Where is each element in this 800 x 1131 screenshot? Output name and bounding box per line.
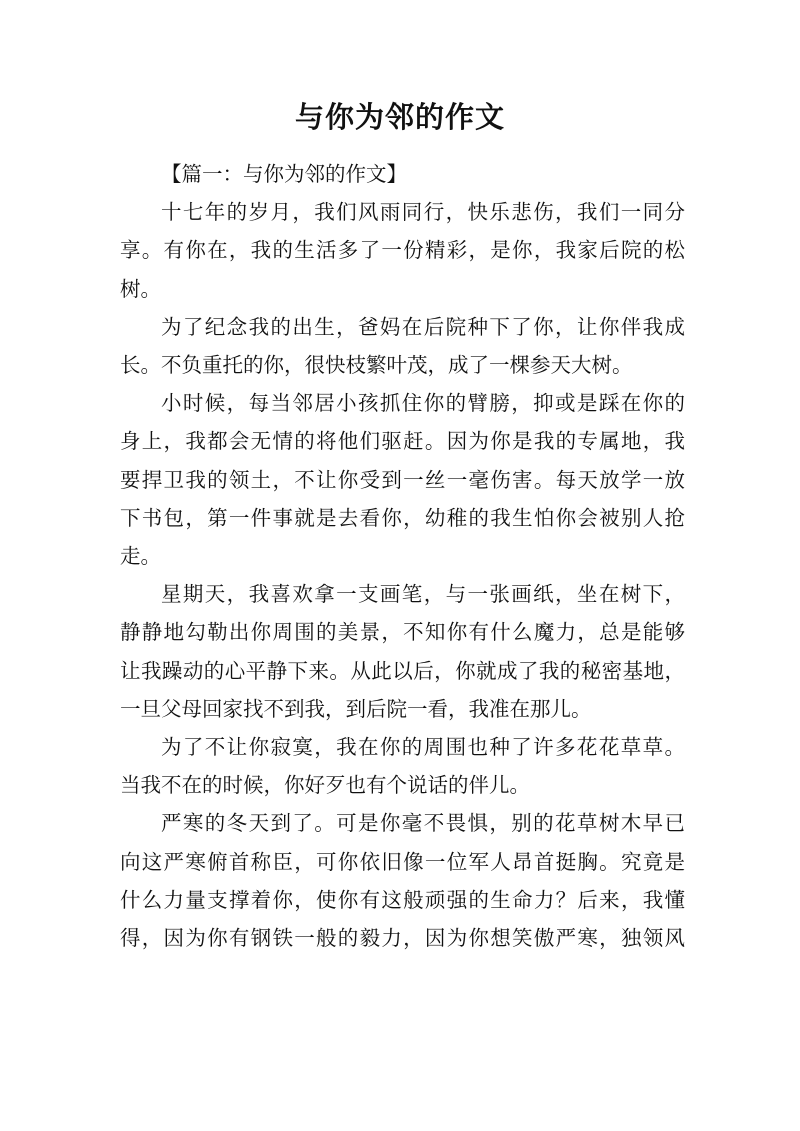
paragraph xyxy=(120,308,685,384)
paragraph xyxy=(120,575,685,728)
text-line: 静静地勾勒出你周围的美景，不知你有什么魔力，总是能够 xyxy=(120,620,685,645)
text-line: 小时候，每当邻居小孩抓住你的臂膀，抑或是踩在你的 xyxy=(161,391,685,416)
document-body xyxy=(120,155,685,957)
document-title: 与你为邻的作文 xyxy=(294,100,505,134)
text-line: 长。不负重托的你，很快枝繁叶茂，成了一棵参天大树。 xyxy=(120,353,633,378)
text-line: 为了纪念我的出生，爸妈在后院种下了你，让你伴我成 xyxy=(161,314,685,339)
text-line: 十七年的岁月，我们风雨同行，快乐悲伤，我们一同分 xyxy=(161,200,685,225)
text-line: 严寒的冬天到了。可是你毫不畏惧，别的花草树木早已 xyxy=(161,811,685,836)
text-line: 星期天，我喜欢拿一支画笔，与一张画纸，坐在树下， xyxy=(161,582,685,607)
paragraph xyxy=(120,384,685,575)
text-line: 得，因为你有钢铁一般的毅力，因为你想笑傲严寒，独领风 xyxy=(120,926,685,951)
text-line: 向这严寒俯首称臣，可你依旧像一位军人昂首挺胸。究竟是 xyxy=(120,849,685,874)
paragraph xyxy=(120,193,685,308)
text-line: 身上，我都会无情的将他们驱赶。因为你是我的专属地，我 xyxy=(120,429,685,454)
text-line: 树。 xyxy=(120,276,161,301)
text-line: 走。 xyxy=(120,544,161,569)
section-heading: 【篇一：与你为邻的作文】 xyxy=(161,162,407,186)
paragraph xyxy=(120,804,685,957)
text-line: 让我躁动的心平静下来。从此以后，你就成了我的秘密基地， xyxy=(120,658,685,683)
text-line: 要捍卫我的领土，不让你受到一丝一毫伤害。每天放学一放 xyxy=(120,467,685,492)
text-line: 什么力量支撑着你，使你有这般顽强的生命力？后来，我懂 xyxy=(120,887,685,912)
text-line: 享。有你在，我的生活多了一份精彩，是你，我家后院的松 xyxy=(120,238,685,263)
text-line: 下书包，第一件事就是去看你，幼稚的我生怕你会被别人抢 xyxy=(120,505,685,530)
text-line: 当我不在的时候，你好歹也有个说话的伴儿。 xyxy=(120,773,530,798)
paragraph xyxy=(120,728,685,804)
text-line: 为了不让你寂寞，我在你的周围也种了许多花花草草。 xyxy=(161,735,685,760)
text-line: 一旦父母回家找不到我，到后院一看，我准在那儿。 xyxy=(120,696,592,721)
